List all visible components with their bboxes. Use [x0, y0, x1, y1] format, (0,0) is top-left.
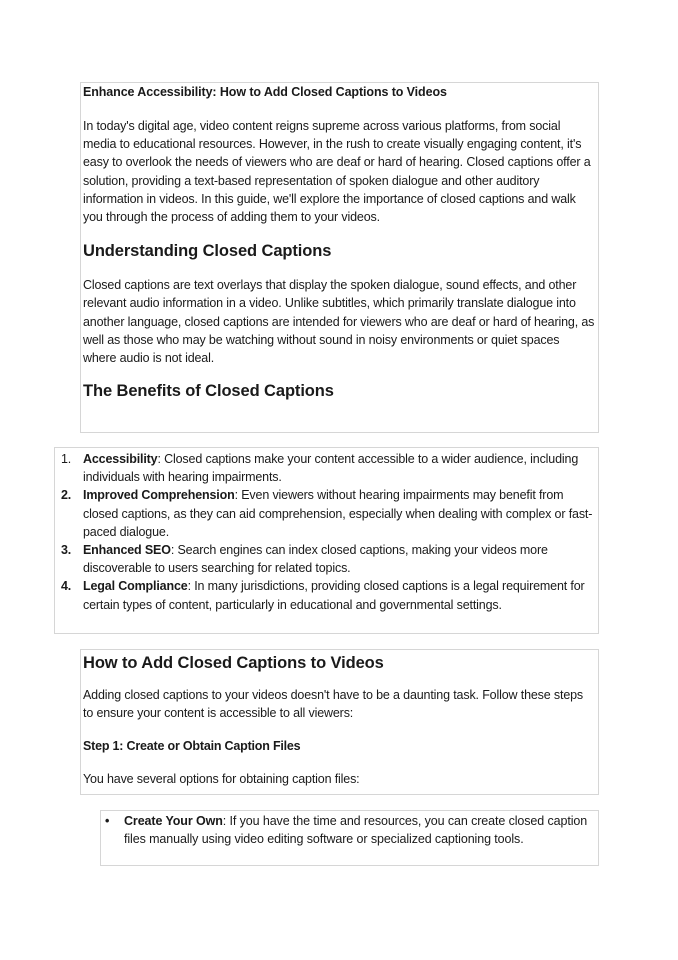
benefits-heading: The Benefits of Closed Captions — [83, 382, 334, 401]
list-text: : In many jurisdictions, providing closed captions is a legal requirement for certain types of content, particularly in educational and governmental settings. — [83, 579, 585, 612]
list-number: 3. — [61, 543, 72, 558]
list-number: 1. — [61, 452, 72, 466]
understanding-heading: Understanding Closed Captions — [83, 242, 332, 261]
list-term: Enhanced SEO — [83, 543, 171, 558]
list-item — [101, 812, 595, 849]
step1-heading: Step 1: Create or Obtain Caption Files — [83, 739, 301, 754]
list-term: Accessibility — [83, 452, 158, 466]
options-list — [101, 812, 595, 849]
list-term: Legal Compliance — [83, 579, 188, 594]
understanding-paragraph: Closed captions are text overlays that display the spoken dialogue, sound effects, and other relevant audio information in a video. Unlike subtitles, which primarily translate dialogue into another language, closed captions are intended for viewers who are deaf or hard of hearing, as well as those who may be watching without sound in noisy environments or quiet spaces where audio is not ideal. — [83, 278, 595, 366]
intro-paragraph: In today's digital age, video content reigns supreme across various platforms, from social media to educational resources. However, in the rush to create visually engaging content, it's easy to overlook the needs of viewers who are deaf or hard of hearing. Closed captions offer a solution, providing a text-based representation of spoken dialogue and other auditory information in videos. In this guide, we'll explore the importance of closed captions and walk you through the process of adding them to your videos. — [83, 119, 591, 225]
list-item — [55, 450, 595, 486]
benefits-list — [55, 450, 595, 614]
list-term: Improved Comprehension — [83, 488, 235, 503]
list-item — [55, 577, 595, 613]
howto-heading: How to Add Closed Captions to Videos — [83, 654, 384, 672]
document-title: Enhance Accessibility: How to Add Closed Captions to Videos — [83, 85, 447, 99]
step1-paragraph: You have several options for obtaining caption files: — [83, 772, 360, 787]
bullet-icon: • — [105, 814, 110, 828]
list-text: : Search engines can index closed captions, making your videos more discoverable to users searching for related topics. — [83, 543, 548, 576]
list-item — [55, 486, 595, 541]
list-text: : Closed captions make your content accessible to a wider audience, including individuals with hearing impairments. — [83, 452, 579, 485]
list-text: : If you have the time and resources, you can create closed caption files manually using video editing software or specialized captioning tools. — [124, 814, 588, 847]
list-number: 2. — [61, 488, 72, 503]
list-term: Create Your Own — [124, 814, 223, 828]
list-number: 4. — [61, 579, 72, 594]
intro-section — [80, 82, 599, 433]
list-item — [55, 541, 595, 577]
list-text: : Even viewers without hearing impairments may benefit from closed captions, as they can aid comprehension, especially when dealing with complex or fast-paced dialogue. — [83, 488, 593, 539]
benefits-list-section — [54, 447, 599, 634]
howto-paragraph: Adding closed captions to your videos doesn't have to be a daunting task. Follow these steps to ensure your content is accessible to all viewers: — [83, 688, 584, 721]
howto-section — [80, 649, 599, 795]
options-section — [100, 810, 599, 866]
